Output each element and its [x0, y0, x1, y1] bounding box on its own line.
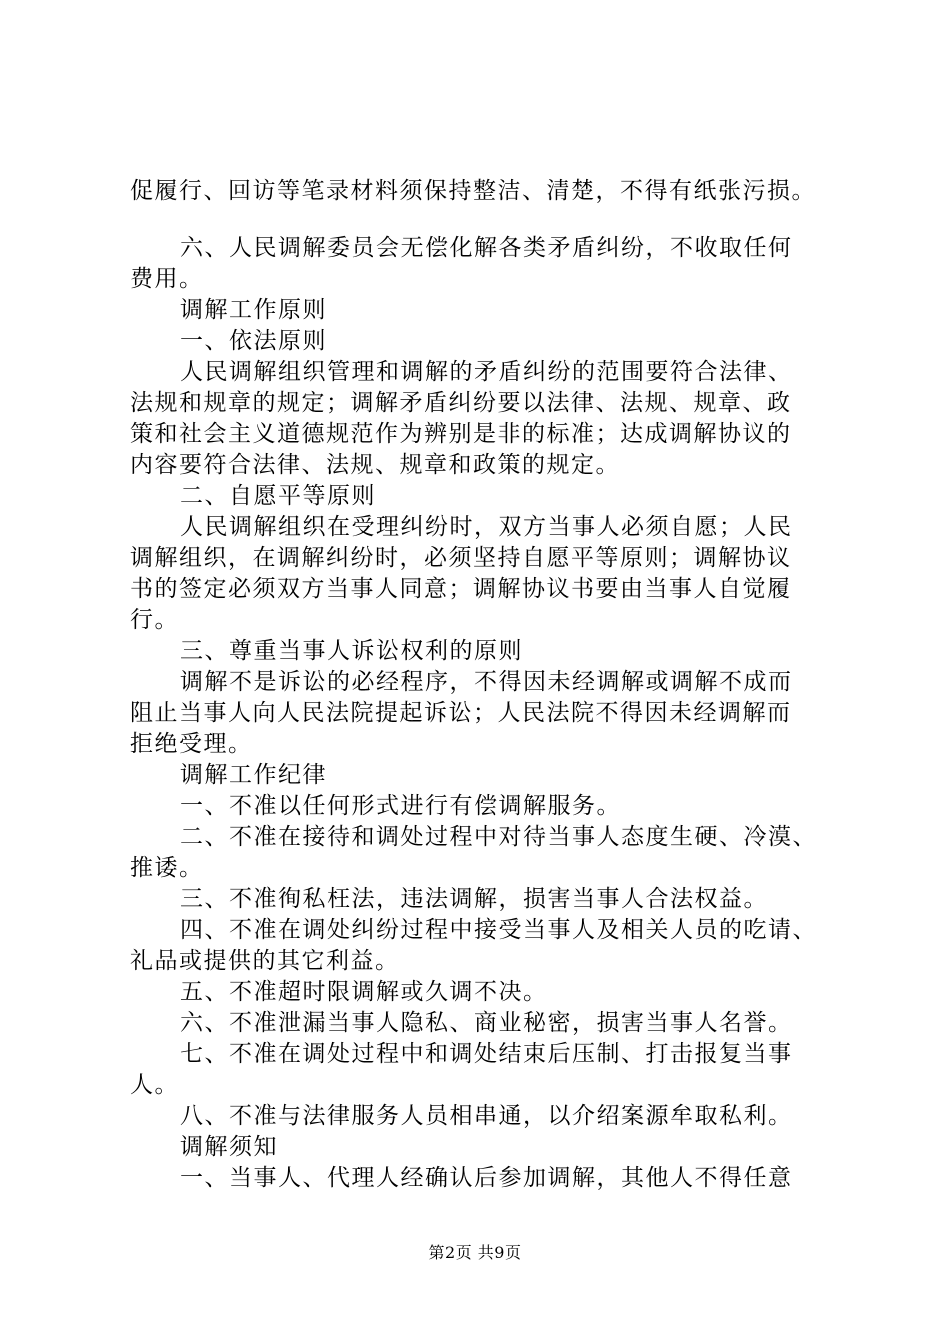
- text-line: 一、当事人、代理人经确认后参加调解，其他人不得任意: [180, 1165, 793, 1191]
- text-line: 人民调解组织在受理纠纷时，双方当事人必须自愿；人民: [180, 514, 793, 540]
- text-line: 八、不准与法律服务人员相串通，以介绍案源牟取私利。: [180, 1103, 793, 1129]
- text-line: 法规和规章的规定；调解矛盾纠纷要以法律、法规、规章、政: [130, 390, 792, 416]
- text-line: 促履行、回访等笔录材料须保持整洁、清楚，不得有纸张污损。: [130, 178, 816, 204]
- text-line: 礼品或提供的其它利益。: [130, 948, 400, 974]
- text-line: 三、尊重当事人诉讼权利的原则: [180, 638, 523, 664]
- text-line: 调解工作纪律: [180, 762, 327, 788]
- text-line: 二、不准在接待和调处过程中对待当事人态度生硬、冷漠、: [180, 824, 817, 850]
- text-line: 四、不准在调处纠纷过程中接受当事人及相关人员的吃请、: [180, 917, 817, 943]
- text-line: 五、不准超时限调解或久调不决。: [180, 979, 548, 1005]
- text-line: 拒绝受理。: [130, 731, 253, 757]
- text-line: 六、人民调解委员会无偿化解各类矛盾纠纷，不收取任何: [180, 235, 793, 261]
- text-line: 调解不是诉讼的必经程序，不得因未经调解或调解不成而: [180, 669, 793, 695]
- text-line: 二、自愿平等原则: [180, 483, 376, 509]
- text-line: 七、不准在调处过程中和调处结束后压制、打击报复当事: [180, 1041, 793, 1067]
- text-line: 一、不准以任何形式进行有偿调解服务。: [180, 793, 621, 819]
- text-line: 调解组织，在调解纠纷时，必须坚持自愿平等原则；调解协议: [130, 545, 792, 571]
- page-footer: 第2页 共9页: [428, 1243, 522, 1262]
- text-line: 内容要符合法律、法规、规章和政策的规定。: [130, 452, 620, 478]
- text-line: 一、依法原则: [180, 328, 327, 354]
- text-line: 人民调解组织管理和调解的矛盾纠纷的范围要符合法律、: [180, 359, 793, 385]
- text-line: 策和社会主义道德规范作为辨别是非的标准；达成调解协议的: [130, 421, 792, 447]
- paragraph-lines: [130, 233, 830, 1194]
- text-line: 费用。: [130, 266, 204, 292]
- document-body: [130, 176, 830, 1194]
- text-line: 推诿。: [130, 855, 204, 881]
- text-line: 调解工作原则: [180, 297, 327, 323]
- text-line: 三、不准徇私枉法，违法调解，损害当事人合法权益。: [180, 886, 768, 912]
- text-line: 调解须知: [180, 1134, 278, 1160]
- text-line: 行。: [130, 607, 179, 633]
- text-line: 人。: [130, 1072, 179, 1098]
- text-line: 书的签定必须双方当事人同意；调解协议书要由当事人自觉履: [130, 576, 792, 602]
- paragraph-gap: [130, 207, 830, 233]
- text-line: 阻止当事人向人民法院提起诉讼；人民法院不得因未经调解而: [130, 700, 792, 726]
- text-line: 六、不准泄漏当事人隐私、商业秘密，损害当事人名誉。: [180, 1010, 793, 1036]
